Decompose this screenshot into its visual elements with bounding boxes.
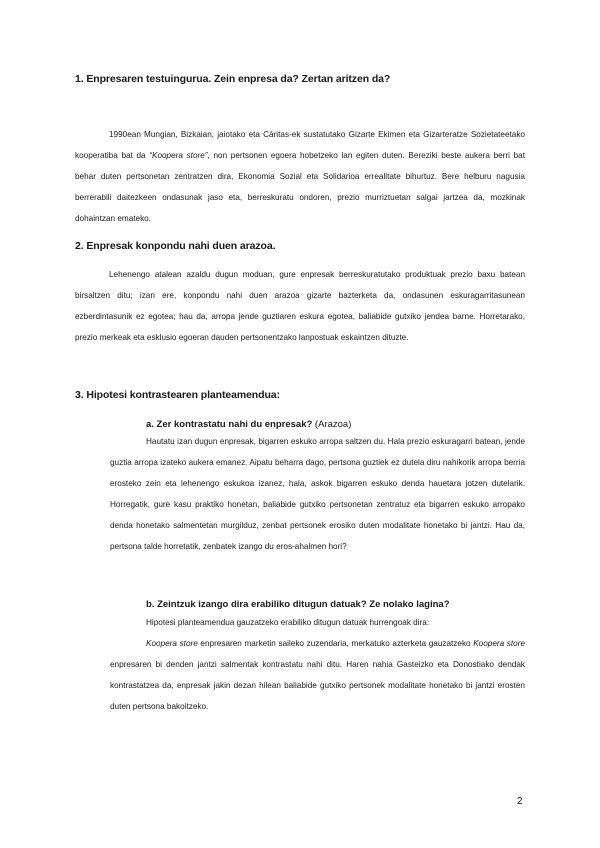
subsection-a-title-rest: (Arazoa) <box>312 419 352 430</box>
koopera-store-name-2: Koopera store <box>473 639 526 648</box>
koopera-store-name: “Koopera store” <box>149 151 208 160</box>
subsection-b-text-b: enpresaren bi denden jantzi salmentak kontrastatu nahi ditu. Haren nahia Gasteizko eta Donostiako dendak kontrastatzea da, enpresak jakin dezan hilean baliabide gutxiko pertsonek modalitate honetako bi jantzi erosten duten pertsona bakoitzeko. <box>110 660 525 711</box>
section-2-title: 2. Enpresak konpondu nahi duen arazoa. <box>75 240 276 252</box>
subsection-b-title: b. Zeintzuk izango dira erabiliko ditugun datuak? Ze nolako lagina? <box>146 599 450 610</box>
page-number: 2 <box>517 796 523 807</box>
subsection-a-title <box>146 419 351 430</box>
section-1-title: 1. Enpresaren testuingurua. Zein enpresa da? Zertan aritzen da? <box>75 73 391 85</box>
section-3-title: 3. Hipotesi kontrastearen planteamendua: <box>75 389 280 401</box>
subsection-b-paragraph-1: Hipotesi planteamendua gauzatzeko erabiliko ditugun datuak hurrengoak dira: <box>146 618 430 627</box>
section-1-text-a: 1990ean Mungian, Bizkaian, jaiotako eta Cáritas-ek sustatutako Gizarte Ekimen eta Gizarteratze Sozietateetako kooperatiba bat da <box>75 130 525 160</box>
subsection-a-paragraph: Hautatu izan dugun enpresak, bigarren eskuko arropa saltzen du. Hala prezio eskuragarri batean, jende guztia arropa izateko aukera emanez. Aipatu beharra dago, pertsona guztiek ez dutela diru nahikorik arropa berria erosteko zein eta lehenengo eskukoa izanez, hala, askok bigarren eskuko denda hauetara jotzen dutelarik. Horregatik, gure kasu praktiko honetan, baliabide gutxiko pertsonetan zentratuz eta bigarren eskuko arropako denda honetako salmentetan murgilduz, zenbat pertsonek erosiko duten modalitate honetako bi jantzi. Hau da, pertsona talde horretatik, zenbatek izango du eros-ahalmen hori? <box>110 437 525 551</box>
koopera-store-name-1: Koopera store <box>146 639 198 648</box>
subsection-b-paragraph-2 <box>110 633 525 717</box>
section-1-text-b: , non pertsonen egoera hobetzeko lan egiten duten. Bereziki beste aukera berri bat behar duten pertsonetan zentratzen dira, Ekonomia Sozial eta Solidarioa errealitate bihurtuz. Bere helburu nagusia berrerabili daitezkeen ondasunak jaso eta, berreskuratu ondoren, prezio murriztuetan salgai jartzea da, mozkinak dohaintzan emateko. <box>75 151 525 223</box>
subsection-b-text-a: enpresaren marketin saileko zuzendaria, merkatuko azterketa gauzatzeko <box>197 639 474 648</box>
section-1-paragraph <box>75 124 525 229</box>
section-2-paragraph: Lehenengo atalean azaldu dugun moduan, gure enpresak berreskuratutako produktuak prezio baxu batean birsaltzen ditu; izan ere, konpondu nahi duen arazoa gizarte bazterketa da, ondasunen eskuragarritasunean ezberdintasunik ez egotea; hau da, arropa jende guztiaren eskura egotea, baliabide gutxiko jendea barne. Horretarako, prezio merkeak eta esklusio egoeran dauden pertsonentzako lanpostuak eskaintzen dituzte. <box>75 270 525 342</box>
subsection-a-title-bold: a. Zer kontrastatu nahi du enpresak? <box>146 419 313 430</box>
